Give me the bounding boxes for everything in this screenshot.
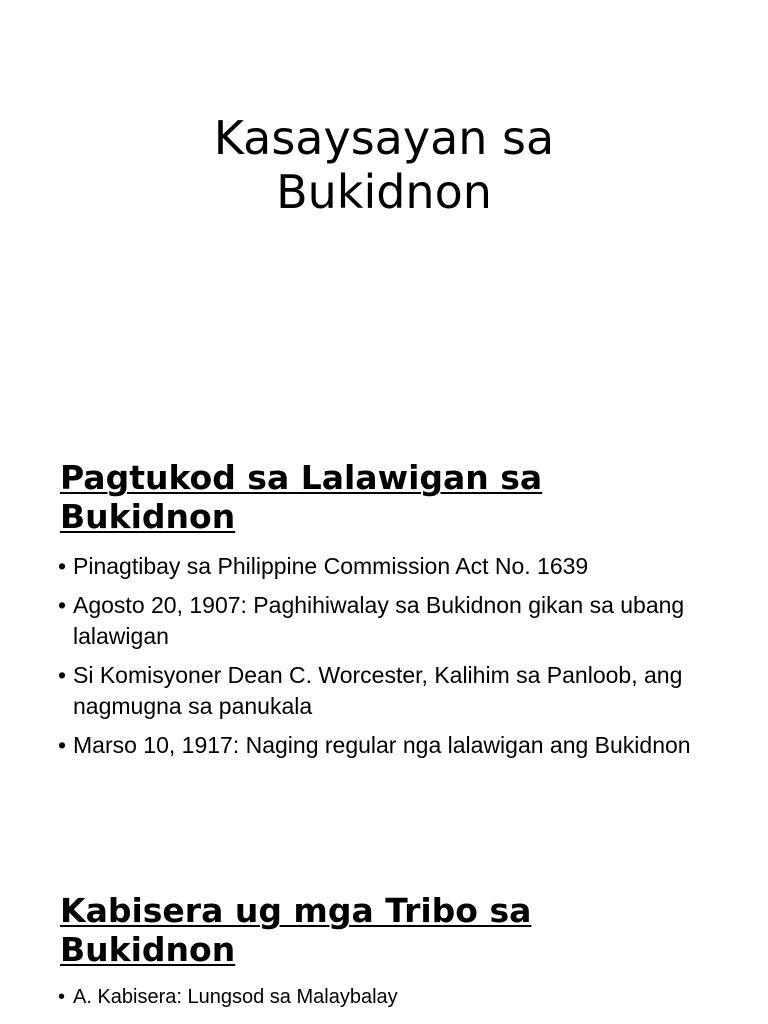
list-item-text: A. Kabisera: Lungsod sa Malaybalay (73, 986, 398, 1008)
bullet-list-pagtukod (58, 551, 718, 769)
list-item (58, 983, 718, 1011)
bullet-icon: • (58, 553, 67, 579)
list-item-text: Marso 10, 1917: Naging regular nga lalawigan ang Bukidnon (73, 732, 691, 758)
list-item-text: Pinagtibay sa Philippine Commission Act No. 1639 (73, 553, 589, 579)
bullet-icon: • (58, 986, 66, 1008)
list-item (58, 730, 718, 761)
list-item (58, 590, 718, 652)
bullet-icon: • (58, 662, 67, 688)
section-heading-line-2: Bukidnon (60, 930, 236, 969)
list-item (58, 551, 718, 582)
list-item-text: Agosto 20, 1907: Paghihiwalay sa Bukidnon gikan sa ubang lalawigan (73, 592, 685, 649)
slide-title-line-2: Bukidnon (276, 165, 492, 219)
bullet-list-kabisera (58, 983, 718, 1019)
section-heading-line-2: Bukidnon (60, 497, 236, 536)
list-item (58, 660, 718, 722)
section-heading-kabisera (60, 891, 700, 969)
section-heading-line-1: Kabisera ug mga Tribo sa (60, 891, 532, 930)
bullet-icon: • (58, 592, 67, 618)
section-heading-line-1: Pagtukod sa Lalawigan sa (60, 458, 543, 497)
slide-title-line-1: Kasaysayan sa (213, 111, 555, 165)
bullet-icon: • (58, 732, 67, 758)
section-heading-pagtukod (60, 458, 700, 536)
list-item-text: Si Komisyoner Dean C. Worcester, Kalihim sa Panloob, ang nagmugna sa panukala (73, 662, 683, 719)
slide-title (0, 111, 768, 219)
